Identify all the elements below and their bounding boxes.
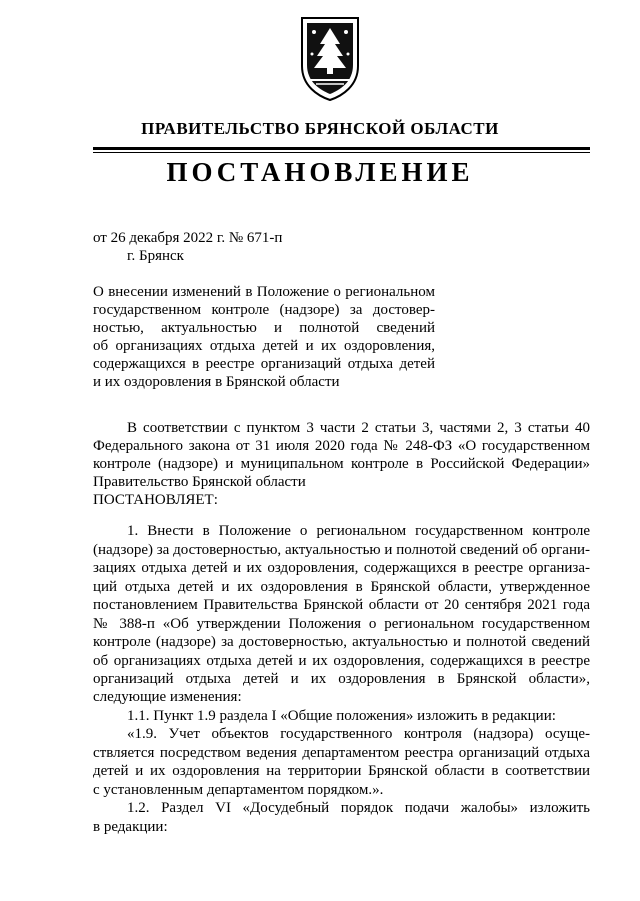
clause-1-line: контроле (надзоре) за достоверностью, актуальностью и полнотой сведений (93, 634, 590, 650)
preamble-line: Правительство Брянской области (93, 474, 306, 490)
preamble-line: контроле (надзоре) и муниципальном контроле в Российской Федерации» (93, 456, 590, 472)
clause-1-line: постановлением Правительства Брянской области от 20 сентября 2021 года (93, 597, 590, 613)
quote-1-9-line: детей и их оздоровления на территории Брянской области в соответствии (93, 763, 590, 779)
preamble-line: Федерального закона от 31 июля 2020 года № 248-ФЗ «О государственном (93, 438, 590, 454)
subject-line: ностью, актуальностью и полнотой сведений (93, 320, 435, 336)
header-rule-thin (93, 152, 590, 153)
resolves-heading: ПОСТАНОВЛЯЕТ: (93, 492, 218, 508)
quote-1-9-line: ствляется посредством ведения департаментом реестра организаций отдыха (93, 745, 590, 761)
clause-1-line: организаций отдыха детей и их оздоровления в Брянской области», (93, 671, 590, 687)
clause-1-line: зациях отдыха детей и их оздоровления, содержащихся в реестре организа- (93, 560, 590, 576)
header-rule-thick (93, 147, 590, 150)
date-and-number: от 26 декабря 2022 г. № 671-п (93, 230, 283, 246)
subject-line: государственном контроле (надзоре) за достовер- (93, 302, 435, 318)
clause-1-line: № 388-п «Об утверждении Положения о региональном государственном (93, 616, 590, 632)
clause-1-line: следующие изменения: (93, 689, 242, 705)
clause-1-line: ций отдыха детей и их оздоровления в Брянской области, утвержденное (93, 579, 590, 595)
clause-1-2-line: в редакции: (93, 819, 168, 835)
quote-1-9-line: с установленным департаментом порядком.». (93, 782, 384, 798)
subject-line: об организациях отдыха детей и их оздоровления, (93, 338, 435, 354)
clause-1-2-line: 1.2. Раздел VI «Досудебный порядок подачи жалобы» изложить (127, 800, 590, 816)
document-type-title: ПОСТАНОВЛЕНИЕ (166, 157, 474, 187)
clause-1-1: 1.1. Пункт 1.9 раздела I «Общие положения» изложить в редакции: (127, 708, 556, 724)
quote-1-9-line: «1.9. Учет объектов государственного контроля (надзора) осуще- (127, 726, 590, 742)
subject-line: и их оздоровления в Брянской области (93, 374, 340, 390)
clause-1-line: об организациях отдыха детей и их оздоровления, содержащихся в реестре (93, 653, 590, 669)
city: г. Брянск (127, 248, 184, 264)
clause-1-line: (надзоре) за достоверностью, актуальностью и полнотой сведений об органи- (93, 542, 590, 558)
coat-of-arms-emblem (296, 14, 364, 102)
preamble-line: В соответствии с пунктом 3 части 2 статьи 3, частями 2, 3 статьи 40 (127, 420, 590, 436)
government-title: ПРАВИТЕЛЬСТВО БРЯНСКОЙ ОБЛАСТИ (141, 119, 499, 138)
subject-line: содержащихся в реестре организаций отдыха детей (93, 356, 435, 372)
clause-1-line: 1. Внести в Положение о региональном государственном контроле (127, 523, 590, 539)
subject-line: О внесении изменений в Положение о региональном (93, 284, 435, 300)
